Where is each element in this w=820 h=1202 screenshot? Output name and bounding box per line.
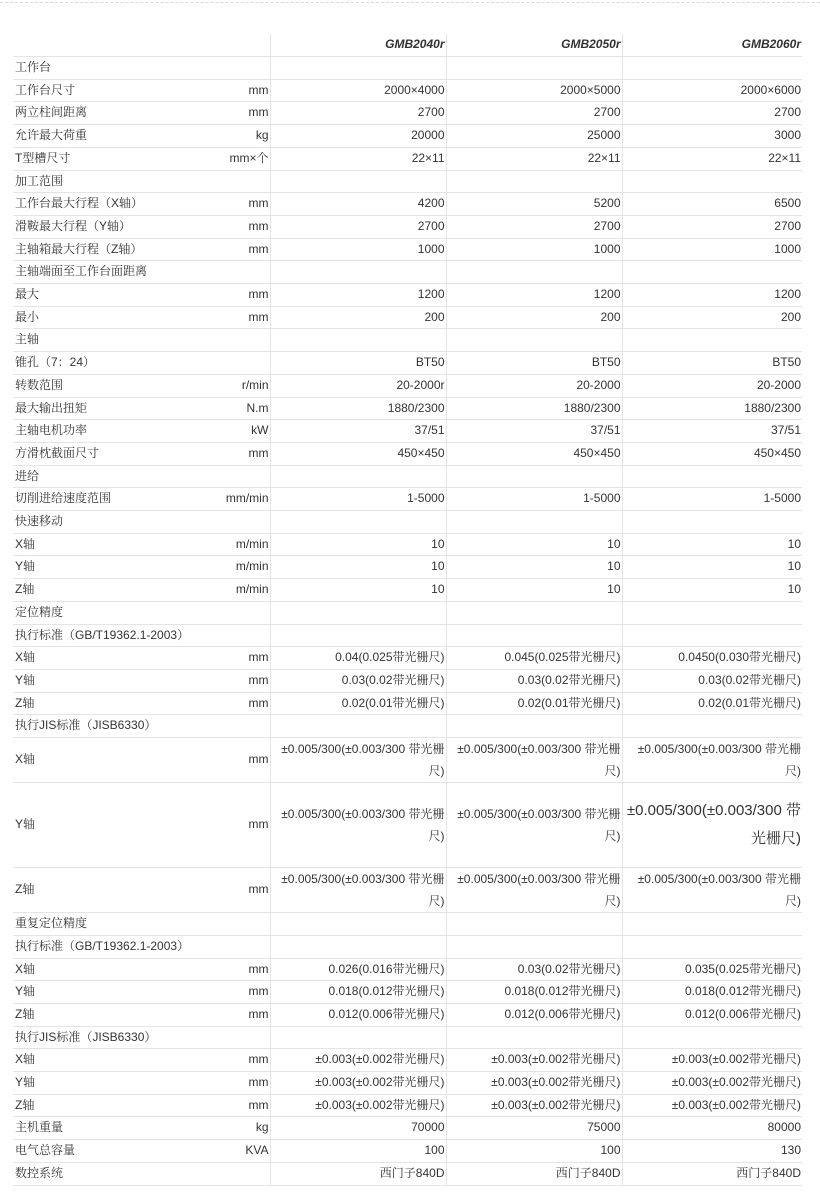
row-value-2: 1-5000: [446, 488, 622, 511]
row-unit: mm: [211, 669, 270, 692]
row-value-1: 1-5000: [270, 488, 446, 511]
row-unit: N.m: [211, 397, 270, 420]
row-label: X轴: [13, 1049, 211, 1072]
row-unit: mm: [211, 79, 270, 102]
row-value-3: 6500: [622, 193, 802, 216]
row-value-1: 20-2000r: [270, 374, 446, 397]
row-value-3: [622, 624, 802, 647]
row-value-3: [622, 261, 802, 284]
row-value-3: 0.02(0.01带光栅尺): [622, 692, 802, 715]
row-unit: [211, 352, 270, 375]
row-value-2: 100: [446, 1140, 622, 1163]
row-unit: kg: [211, 125, 270, 148]
row-label: X轴: [13, 647, 211, 670]
row-value-1: [270, 624, 446, 647]
row-label: Y轴: [13, 1072, 211, 1095]
table-row: [13, 79, 802, 102]
row-unit: mm: [211, 1094, 270, 1117]
row-label: Z轴: [13, 579, 211, 602]
table-row: [13, 465, 802, 488]
row-label: 工作台: [13, 57, 211, 80]
table-row: [13, 215, 802, 238]
row-value-3: 200: [622, 306, 802, 329]
row-value-1: ±0.003(±0.002带光栅尺): [270, 1072, 446, 1095]
row-unit: kg: [211, 1117, 270, 1140]
row-value-1: ±0.005/300(±0.003/300 带光栅尺): [270, 738, 446, 783]
table-row: [13, 556, 802, 579]
row-value-1: 22×11: [270, 147, 446, 170]
table-row: [13, 261, 802, 284]
row-value-1: [270, 465, 446, 488]
table-row: [13, 981, 802, 1004]
row-label: Z轴: [13, 1003, 211, 1026]
row-label: 重复定位精度: [13, 913, 211, 936]
row-value-3: 0.018(0.012带光栅尺): [622, 981, 802, 1004]
row-value-2: ±0.005/300(±0.003/300 带光栅尺): [446, 783, 622, 868]
row-value-2: ±0.003(±0.002带光栅尺): [446, 1072, 622, 1095]
row-value-2: 25000: [446, 125, 622, 148]
table-row: [13, 624, 802, 647]
row-label: Z轴: [13, 868, 211, 913]
row-label: 转数范围: [13, 374, 211, 397]
table-row: [13, 935, 802, 958]
row-unit: [211, 601, 270, 624]
row-label: 主轴: [13, 329, 211, 352]
row-value-2: 2700: [446, 215, 622, 238]
table-row: [13, 1026, 802, 1049]
row-value-2: 10: [446, 556, 622, 579]
row-unit: KVA: [211, 1140, 270, 1163]
row-value-3: 0.035(0.025带光栅尺): [622, 958, 802, 981]
row-value-3: 22×11: [622, 147, 802, 170]
row-value-3: ±0.005/300(±0.003/300 带光栅尺): [622, 738, 802, 783]
table-row: [13, 1003, 802, 1026]
spec-table: [13, 34, 802, 1186]
row-unit: mm: [211, 306, 270, 329]
row-value-2: 75000: [446, 1117, 622, 1140]
table-row: [13, 102, 802, 125]
row-value-1: [270, 715, 446, 738]
row-unit: mm: [211, 692, 270, 715]
row-value-3: 2700: [622, 215, 802, 238]
table-row: [13, 284, 802, 307]
table-row: [13, 692, 802, 715]
row-value-2: [446, 170, 622, 193]
row-unit: mm: [211, 1003, 270, 1026]
row-unit: mm: [211, 783, 270, 868]
row-value-1: 4200: [270, 193, 446, 216]
table-row: [13, 374, 802, 397]
row-unit: mm: [211, 442, 270, 465]
row-value-2: 37/51: [446, 420, 622, 443]
row-label: 允许最大荷重: [13, 125, 211, 148]
row-value-3: 0.012(0.006带光栅尺): [622, 1003, 802, 1026]
row-value-1: 10: [270, 533, 446, 556]
row-value-2: 20-2000: [446, 374, 622, 397]
row-value-3: 1200: [622, 284, 802, 307]
row-value-2: 2700: [446, 102, 622, 125]
row-value-2: [446, 57, 622, 80]
table-row: [13, 1049, 802, 1072]
row-unit: mm: [211, 647, 270, 670]
row-value-1: 37/51: [270, 420, 446, 443]
row-value-3: ±0.003(±0.002带光栅尺): [622, 1049, 802, 1072]
top-divider: [0, 2, 820, 3]
row-label: 两立柱间距离: [13, 102, 211, 125]
table-row: [13, 125, 802, 148]
table-row: [13, 1094, 802, 1117]
row-label: 数控系统: [13, 1162, 211, 1185]
row-value-3: [622, 57, 802, 80]
row-value-2: [446, 601, 622, 624]
table-row: [13, 783, 802, 868]
row-value-3: 130: [622, 1140, 802, 1163]
row-label: X轴: [13, 738, 211, 783]
row-unit: mm: [211, 238, 270, 261]
row-value-2: [446, 329, 622, 352]
table-row: [13, 238, 802, 261]
row-value-2: ±0.003(±0.002带光栅尺): [446, 1094, 622, 1117]
row-value-2: 0.045(0.025带光栅尺): [446, 647, 622, 670]
row-label: Y轴: [13, 783, 211, 868]
row-label: 工作台最大行程（X轴）: [13, 193, 211, 216]
row-value-2: ±0.005/300(±0.003/300 带光栅尺): [446, 738, 622, 783]
row-value-1: 10: [270, 556, 446, 579]
row-value-2: ±0.003(±0.002带光栅尺): [446, 1049, 622, 1072]
row-value-2: 2000×5000: [446, 79, 622, 102]
row-unit: mm: [211, 958, 270, 981]
row-unit: [211, 170, 270, 193]
row-value-1: 0.02(0.01带光栅尺): [270, 692, 446, 715]
row-unit: [211, 511, 270, 534]
table-row: [13, 329, 802, 352]
row-value-2: 0.018(0.012带光栅尺): [446, 981, 622, 1004]
row-value-2: 西门子840D: [446, 1162, 622, 1185]
row-label: 执行JIS标准（JISB6330）: [13, 1026, 211, 1049]
row-value-3: ±0.005/300(±0.003/300 带光栅尺): [622, 868, 802, 913]
row-value-3: 37/51: [622, 420, 802, 443]
row-value-2: [446, 261, 622, 284]
row-value-3: 0.0450(0.030带光栅尺): [622, 647, 802, 670]
row-value-2: 22×11: [446, 147, 622, 170]
row-value-2: [446, 1026, 622, 1049]
row-unit: mm/min: [211, 488, 270, 511]
row-unit: mm: [211, 193, 270, 216]
row-label: 快速移动: [13, 511, 211, 534]
row-value-1: ±0.003(±0.002带光栅尺): [270, 1049, 446, 1072]
row-value-3: 1880/2300: [622, 397, 802, 420]
row-value-3: 10: [622, 556, 802, 579]
row-value-3: [622, 170, 802, 193]
row-value-1: ±0.005/300(±0.003/300 带光栅尺): [270, 783, 446, 868]
row-unit: mm: [211, 1049, 270, 1072]
row-unit: mm: [211, 102, 270, 125]
table-row: [13, 868, 802, 913]
header-model-1: GMB2040r: [270, 34, 446, 57]
row-value-1: [270, 601, 446, 624]
row-label: 执行JIS标准（JISB6330）: [13, 715, 211, 738]
row-label: 滑鞍最大行程（Y轴）: [13, 215, 211, 238]
row-value-3: 2700: [622, 102, 802, 125]
row-value-1: [270, 511, 446, 534]
row-value-1: [270, 935, 446, 958]
row-value-3: 3000: [622, 125, 802, 148]
row-value-3: 450×450: [622, 442, 802, 465]
row-value-1: 2700: [270, 215, 446, 238]
row-value-2: [446, 715, 622, 738]
row-value-3: ±0.003(±0.002带光栅尺): [622, 1072, 802, 1095]
row-label: 最大输出扭矩: [13, 397, 211, 420]
table-row: [13, 193, 802, 216]
row-label: 执行标准（GB/T19362.1-2003）: [13, 935, 211, 958]
row-value-3: [622, 935, 802, 958]
row-value-3: 0.03(0.02带光栅尺): [622, 669, 802, 692]
row-value-3: 西门子840D: [622, 1162, 802, 1185]
row-label: 最小: [13, 306, 211, 329]
table-row: [13, 647, 802, 670]
row-value-1: 0.018(0.012带光栅尺): [270, 981, 446, 1004]
table-row: [13, 352, 802, 375]
table-row: [13, 601, 802, 624]
row-unit: m/min: [211, 533, 270, 556]
row-value-1: 2700: [270, 102, 446, 125]
row-unit: [211, 1162, 270, 1185]
row-value-2: 1000: [446, 238, 622, 261]
row-value-1: 1880/2300: [270, 397, 446, 420]
row-label: Y轴: [13, 981, 211, 1004]
row-label: X轴: [13, 533, 211, 556]
table-row: [13, 420, 802, 443]
row-label: 工作台尺寸: [13, 79, 211, 102]
row-unit: [211, 261, 270, 284]
header-unit: [211, 34, 270, 57]
row-value-3: [622, 715, 802, 738]
table-row: [13, 715, 802, 738]
row-unit: [211, 624, 270, 647]
row-unit: [211, 1026, 270, 1049]
row-value-1: [270, 57, 446, 80]
table-row: [13, 1117, 802, 1140]
row-unit: m/min: [211, 579, 270, 602]
row-value-3: 10: [622, 533, 802, 556]
row-unit: [211, 329, 270, 352]
row-value-2: BT50: [446, 352, 622, 375]
row-value-3: 10: [622, 579, 802, 602]
row-value-3: ±0.003(±0.002带光栅尺): [622, 1094, 802, 1117]
row-label: 最大: [13, 284, 211, 307]
row-value-2: 1880/2300: [446, 397, 622, 420]
row-label: X轴: [13, 958, 211, 981]
header-model-3: GMB2060r: [622, 34, 802, 57]
row-value-2: [446, 935, 622, 958]
row-label: 进给: [13, 465, 211, 488]
row-unit: [211, 935, 270, 958]
row-value-2: 0.03(0.02带光栅尺): [446, 669, 622, 692]
row-value-1: 20000: [270, 125, 446, 148]
row-value-1: ±0.003(±0.002带光栅尺): [270, 1094, 446, 1117]
row-value-3: 2000×6000: [622, 79, 802, 102]
table-row: [13, 511, 802, 534]
row-value-1: 70000: [270, 1117, 446, 1140]
row-label: 切削进给速度范围: [13, 488, 211, 511]
row-value-3: [622, 511, 802, 534]
row-value-1: [270, 329, 446, 352]
table-row: [13, 442, 802, 465]
row-value-3: 20-2000: [622, 374, 802, 397]
table-row: [13, 1072, 802, 1095]
table-row: [13, 913, 802, 936]
row-value-3: 80000: [622, 1117, 802, 1140]
row-value-2: 0.012(0.006带光栅尺): [446, 1003, 622, 1026]
row-value-1: 西门子840D: [270, 1162, 446, 1185]
row-value-3: 1-5000: [622, 488, 802, 511]
row-value-1: 200: [270, 306, 446, 329]
row-label: Y轴: [13, 556, 211, 579]
row-label: 主机重量: [13, 1117, 211, 1140]
row-value-2: [446, 624, 622, 647]
row-unit: r/min: [211, 374, 270, 397]
row-value-3: ±0.005/300(±0.003/300 带光栅尺): [622, 783, 802, 868]
row-unit: m/min: [211, 556, 270, 579]
row-unit: mm: [211, 1072, 270, 1095]
row-value-1: [270, 170, 446, 193]
row-label: 锥孔（7：24）: [13, 352, 211, 375]
row-value-1: 0.026(0.016带光栅尺): [270, 958, 446, 981]
row-value-3: 1000: [622, 238, 802, 261]
table-row: [13, 958, 802, 981]
table-row: [13, 170, 802, 193]
table-row: [13, 147, 802, 170]
table-row: [13, 306, 802, 329]
row-value-2: ±0.005/300(±0.003/300 带光栅尺): [446, 868, 622, 913]
row-value-1: ±0.005/300(±0.003/300 带光栅尺): [270, 868, 446, 913]
row-value-1: BT50: [270, 352, 446, 375]
row-unit: mm×个: [211, 147, 270, 170]
row-unit: mm: [211, 215, 270, 238]
row-unit: [211, 465, 270, 488]
table-header-row: [13, 34, 802, 57]
row-unit: [211, 715, 270, 738]
row-label: 主轴电机功率: [13, 420, 211, 443]
table-row: [13, 1162, 802, 1185]
row-label: 加工范围: [13, 170, 211, 193]
row-value-2: 450×450: [446, 442, 622, 465]
row-label: 电气总容量: [13, 1140, 211, 1163]
row-label: 执行标准（GB/T19362.1-2003）: [13, 624, 211, 647]
row-value-1: 450×450: [270, 442, 446, 465]
row-value-1: 1000: [270, 238, 446, 261]
row-unit: mm: [211, 981, 270, 1004]
row-label: Z轴: [13, 1094, 211, 1117]
row-label: 主轴端面至工作台面距离: [13, 261, 211, 284]
row-value-2: 200: [446, 306, 622, 329]
row-value-2: [446, 465, 622, 488]
row-label: T型槽尺寸: [13, 147, 211, 170]
row-unit: kW: [211, 420, 270, 443]
row-value-2: 0.02(0.01带光栅尺): [446, 692, 622, 715]
row-value-1: 1200: [270, 284, 446, 307]
row-label: 方滑枕截面尺寸: [13, 442, 211, 465]
row-value-1: 10: [270, 579, 446, 602]
row-label: Z轴: [13, 692, 211, 715]
table-row: [13, 1140, 802, 1163]
row-value-1: 0.04(0.025带光栅尺): [270, 647, 446, 670]
table-row: [13, 397, 802, 420]
row-value-1: 0.012(0.006带光栅尺): [270, 1003, 446, 1026]
row-label: 定位精度: [13, 601, 211, 624]
row-value-3: [622, 913, 802, 936]
row-unit: mm: [211, 868, 270, 913]
row-value-3: [622, 601, 802, 624]
row-value-1: 100: [270, 1140, 446, 1163]
row-unit: mm: [211, 738, 270, 783]
row-value-3: [622, 1026, 802, 1049]
table-row: [13, 579, 802, 602]
table-row: [13, 738, 802, 783]
header-model-2: GMB2050r: [446, 34, 622, 57]
row-unit: mm: [211, 284, 270, 307]
table-row: [13, 533, 802, 556]
row-value-2: 0.03(0.02带光栅尺): [446, 958, 622, 981]
row-value-3: [622, 329, 802, 352]
header-blank: [13, 34, 211, 57]
row-value-1: [270, 261, 446, 284]
table-row: [13, 57, 802, 80]
row-value-2: 10: [446, 533, 622, 556]
row-value-1: [270, 1026, 446, 1049]
row-value-2: [446, 913, 622, 936]
row-value-3: BT50: [622, 352, 802, 375]
row-value-2: 10: [446, 579, 622, 602]
row-value-1: 2000×4000: [270, 79, 446, 102]
table-row: [13, 669, 802, 692]
row-label: 主轴箱最大行程（Z轴）: [13, 238, 211, 261]
row-label: Y轴: [13, 669, 211, 692]
table-row: [13, 488, 802, 511]
row-value-1: [270, 913, 446, 936]
row-value-1: 0.03(0.02带光栅尺): [270, 669, 446, 692]
row-value-3: [622, 465, 802, 488]
row-value-2: 5200: [446, 193, 622, 216]
row-unit: [211, 57, 270, 80]
row-value-2: [446, 511, 622, 534]
row-value-2: 1200: [446, 284, 622, 307]
row-unit: [211, 913, 270, 936]
